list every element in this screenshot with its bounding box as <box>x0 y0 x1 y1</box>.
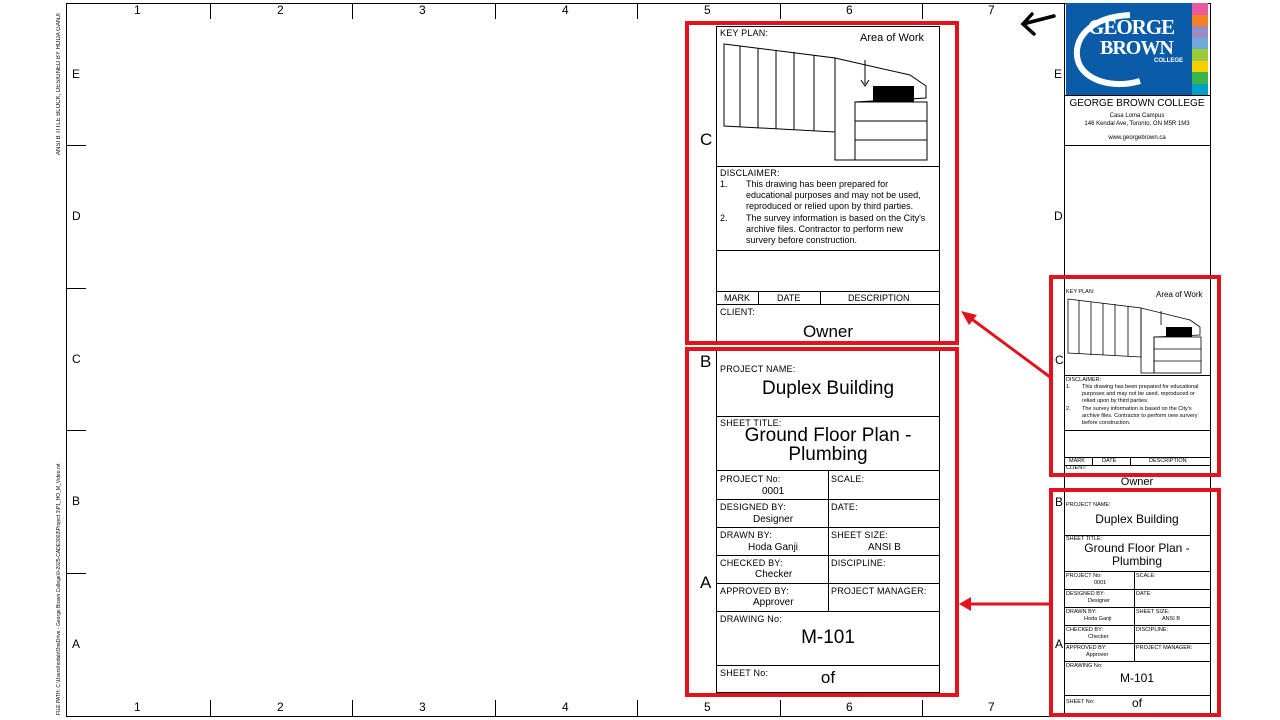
col-top-7: 7 <box>988 3 995 17</box>
small-disclaimer-2: The survey information is based on the City's archive files. Contractor to perform new survery before construction. <box>1082 406 1198 426</box>
small-disclaimer-1-num: 1. <box>1066 384 1071 390</box>
stripe <box>1192 72 1208 84</box>
row-left-b: B <box>72 494 81 508</box>
project-manager-label: PROJECT MANAGER: <box>831 586 927 596</box>
scale-label: SCALE: <box>831 474 865 484</box>
approved-by-value: Approver <box>753 597 794 608</box>
checked-by-value: Checker <box>755 569 793 580</box>
stripe <box>1192 84 1208 96</box>
small-date-label: DATE: <box>1136 591 1152 597</box>
discipline-label: DISCIPLINE: <box>831 558 886 568</box>
logo-brown: BROWN <box>1100 37 1173 59</box>
logo-george: GEORGE <box>1088 15 1175 39</box>
tick <box>922 700 923 717</box>
tick <box>780 700 781 717</box>
row-right-e: E <box>1054 67 1063 81</box>
tick <box>66 145 86 146</box>
sheet-size-value: ANSI B <box>868 542 901 553</box>
col-top-2: 2 <box>277 3 284 17</box>
col-top-4: 4 <box>562 3 569 17</box>
college-logo <box>1066 3 1208 95</box>
col-top-5: 5 <box>704 3 711 17</box>
col-top-1: 1 <box>134 3 141 17</box>
college-website: www.georgebrown.ca <box>1108 135 1166 141</box>
small-client-value: Owner <box>1120 476 1154 488</box>
col-bottom-6: 6 <box>846 700 853 714</box>
small-discipline-label: DISCIPLINE: <box>1136 627 1169 633</box>
small-disclaimer-title: DISCLAIMER: <box>1066 377 1102 383</box>
designed-by-label: DESIGNED BY: <box>720 502 786 512</box>
row-left-e: E <box>72 67 81 81</box>
tick <box>66 430 86 431</box>
project-name-label: PROJECT NAME: <box>720 364 796 374</box>
approved-by-label: APPROVED BY: <box>720 586 789 596</box>
small-sheet-size: ANSI B <box>1162 616 1181 622</box>
stripe <box>1192 3 1208 15</box>
logo-color-stripes <box>1192 3 1208 95</box>
area-of-work-label: Area of Work <box>860 32 924 44</box>
tick <box>210 3 211 19</box>
col-bottom-3: 3 <box>419 700 426 714</box>
small-key-plan-label: KEY PLAN: <box>1066 289 1095 295</box>
small-drawn-by: Hoda Ganji <box>1084 616 1112 622</box>
small-area-label: Area of Work <box>1156 290 1203 299</box>
highlight-lower <box>685 347 959 697</box>
drawing-no-value: M-101 <box>801 627 855 648</box>
small-sheet-size-label: SHEET SIZE: <box>1136 609 1170 615</box>
small-date: DATE <box>1102 458 1117 464</box>
project-name-value: Duplex Building <box>761 378 895 399</box>
sheet-no-label: SHEET No: <box>720 668 769 678</box>
small-project-no: 0001 <box>1094 580 1107 586</box>
sheet-title-line1: Ground Floor Plan - <box>744 425 912 446</box>
sheet-size-label: SHEET SIZE: <box>831 530 889 540</box>
small-project-name-label: PROJECT NAME: <box>1066 502 1111 508</box>
small-designed-by-label: DESIGNED BY: <box>1066 591 1105 597</box>
small-approved-by-label: APPROVED BY: <box>1066 645 1107 651</box>
tick <box>495 3 496 19</box>
college-address: 146 Kendal Ave, Toronto, ON M5R 1M3 <box>1084 121 1190 127</box>
sheet-no-value: of <box>820 668 836 687</box>
tick <box>922 3 923 19</box>
small-designed-by: Designer <box>1088 598 1111 604</box>
tick <box>637 3 638 19</box>
college-name: GEORGE BROWN COLLEGE <box>1069 98 1205 109</box>
drawn-by-label: DRAWN BY: <box>720 530 772 540</box>
stripe <box>1192 61 1208 73</box>
project-no-value: 0001 <box>762 486 785 497</box>
col-bottom-2: 2 <box>277 700 284 714</box>
zone-b-label: B <box>700 352 712 371</box>
col-bottom-4: 4 <box>562 700 569 714</box>
disclaimer-item-1-num: 1. <box>720 179 728 189</box>
drawn-by-value: Hoda Ganji <box>748 542 799 553</box>
col-bottom-1: 1 <box>134 700 141 714</box>
revision-description-header: DESCRIPTION <box>848 293 910 303</box>
file-path-note: FILE PATH: C:\Users\hodab\OneDrive - George Brown College\0-2025-CADE3003\Project 1\P1_HO_M_Video.rvt <box>56 463 62 715</box>
callout-arrows <box>955 305 1055 615</box>
row-left-d: D <box>72 209 81 223</box>
disclaimer-item-2-num: 2. <box>720 213 728 223</box>
disclaimer-title: DISCLAIMER: <box>720 168 780 178</box>
small-sheet-title-2: Plumbing <box>1111 554 1163 568</box>
small-sheet-title-1: Ground Floor Plan - <box>1084 541 1190 555</box>
client-label: CLIENT: <box>720 307 755 317</box>
highlight-small-lower <box>1049 488 1221 717</box>
tick <box>352 3 353 19</box>
disclaimer-item-2-text: The survey information is based on the City's archive files. Contractor to perform new survery before construction. <box>746 213 926 245</box>
sheet-title-line2: Plumbing <box>788 444 868 465</box>
row-left-c: C <box>72 352 81 366</box>
small-scale-label: SCALE: <box>1136 573 1156 579</box>
revision-date-header: DATE <box>777 293 801 303</box>
project-no-label: PROJECT No: <box>720 474 781 484</box>
small-description: DESCRIPTION <box>1149 458 1187 464</box>
small-zone-b: B <box>1055 495 1064 509</box>
tick <box>210 700 211 717</box>
col-bottom-7: 7 <box>988 700 995 714</box>
back-arrow-icon <box>1018 10 1058 42</box>
stripe <box>1192 15 1208 27</box>
small-project-no-label: PROJECT No: <box>1066 573 1102 579</box>
key-plan-label: KEY PLAN: <box>720 28 769 38</box>
small-pm-label: PROJECT MANAGER: <box>1136 645 1193 651</box>
highlight-upper <box>685 21 959 345</box>
checked-by-label: CHECKED BY: <box>720 558 783 568</box>
small-drawing-no-label: DRAWING No: <box>1066 663 1103 669</box>
divider <box>1064 95 1210 96</box>
col-top-6: 6 <box>846 3 853 17</box>
zone-a-label: A <box>700 573 712 592</box>
small-disclaimer-2-num: 2. <box>1066 406 1071 412</box>
col-bottom-5: 5 <box>704 700 711 714</box>
stripe <box>1192 38 1208 50</box>
zone-c-label: C <box>700 130 713 149</box>
designed-by-value: Designer <box>753 514 794 525</box>
small-checked-by: Checker <box>1088 634 1109 640</box>
tick <box>495 700 496 717</box>
tick <box>780 3 781 19</box>
small-zone-a: A <box>1055 637 1064 651</box>
date-label: DATE: <box>831 502 858 512</box>
stripe <box>1192 49 1208 61</box>
row-left-a: A <box>72 637 81 651</box>
small-drawn-by-label: DRAWN BY: <box>1066 609 1097 615</box>
client-value: Owner <box>802 322 854 341</box>
small-client-label: CLIENT: <box>1066 465 1087 471</box>
tick <box>66 288 86 289</box>
small-sheet-no: of <box>1131 696 1142 710</box>
divider <box>1064 145 1210 146</box>
small-sheet-title-label: SHEET TITLE: <box>1066 536 1103 542</box>
college-campus: Casa Loma Campus <box>1109 113 1165 119</box>
small-zone-c: C <box>1055 353 1064 367</box>
small-approved-by: Approver <box>1086 652 1109 658</box>
tick <box>637 700 638 717</box>
small-checked-by-label: CHECKED BY: <box>1066 627 1103 633</box>
small-disclaimer-1: This drawing has been prepared for educational purposes and may not be used, reproduced or relied upon by third parties. <box>1082 384 1199 404</box>
revision-mark-header: MARK <box>724 293 751 303</box>
title-block-note: ANSI B TITLE BLOCK, DESIGNED BY HODA GANJI <box>56 13 62 155</box>
small-project-name: Duplex Building <box>1095 512 1179 526</box>
stripe <box>1192 26 1208 38</box>
sheet-title-label: SHEET TITLE: <box>720 418 782 428</box>
logo-college: COLLEGE <box>1154 58 1184 64</box>
drawing-no-label: DRAWING No: <box>720 614 782 624</box>
tick <box>352 700 353 717</box>
small-sheet-no-label: SHEET No: <box>1066 699 1095 705</box>
highlight-small-upper <box>1049 275 1221 477</box>
tick <box>66 573 86 574</box>
disclaimer-item-1-text: This drawing has been prepared for educational purposes and may not be used, reproduced or relied upon by third parties. <box>746 179 921 211</box>
small-mark: MARK <box>1069 458 1085 464</box>
col-top-3: 3 <box>419 3 426 17</box>
small-drawing-no: M-101 <box>1119 671 1154 685</box>
row-right-d: D <box>1054 209 1063 223</box>
